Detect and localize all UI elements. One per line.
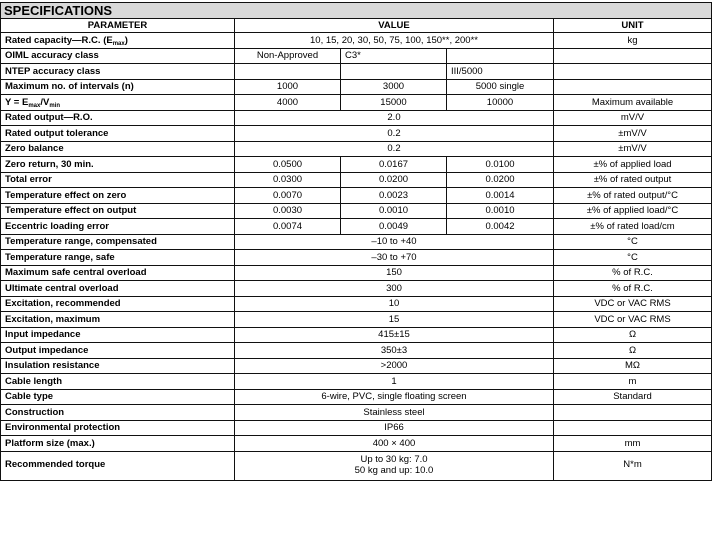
unit-cell: °C — [554, 250, 712, 266]
unit-cell: ±mV/V — [554, 141, 712, 157]
parameter-cell — [1, 79, 235, 95]
table-row — [1, 281, 712, 297]
unit-cell: ±% of rated output/°C — [554, 188, 712, 204]
value-cell — [235, 126, 554, 142]
value-cell — [341, 95, 447, 111]
unit-cell: ±mV/V — [554, 126, 712, 142]
parameter-label: Y = E — [5, 96, 29, 108]
value-text: 0.0070 — [272, 189, 303, 201]
value-cell — [235, 296, 554, 312]
value-cell — [235, 420, 554, 436]
parameter-label: Temperature range, safe — [5, 251, 115, 263]
value-text: 4000 — [276, 96, 299, 108]
parameter-cell — [1, 327, 235, 343]
value-cell — [235, 343, 554, 359]
value-cell — [447, 172, 554, 188]
value-cell — [235, 172, 341, 188]
table-row — [1, 95, 712, 111]
value-text: 0.0010 — [378, 205, 409, 216]
unit-cell: VDC or VAC RMS — [554, 312, 712, 328]
parameter-subscript: max — [28, 102, 41, 109]
table-row — [1, 389, 712, 405]
parameter-cell — [1, 203, 235, 219]
value-text: 3000 — [382, 81, 405, 92]
parameter-label: Recommended torque — [5, 459, 106, 471]
value-text: 150 — [386, 267, 402, 278]
value-cell — [447, 64, 554, 80]
unit-cell: MΩ — [554, 358, 712, 374]
value-cell — [235, 405, 554, 421]
unit-cell: mV/V — [554, 110, 712, 126]
value-cell — [341, 157, 447, 173]
table-title: SPECIFICATIONS — [1, 3, 712, 19]
parameter-subscript: min — [49, 102, 60, 109]
table-row — [1, 157, 712, 173]
value-cell — [235, 79, 341, 95]
value-cell — [235, 312, 554, 328]
value-text: 0.2 — [387, 127, 401, 139]
parameter-label: Output impedance — [5, 344, 89, 356]
value-cell — [235, 110, 554, 126]
value-cell — [235, 188, 341, 204]
value-text: IP66 — [384, 422, 404, 433]
parameter-cell — [1, 389, 235, 405]
value-text: –10 to +40 — [371, 236, 417, 247]
parameter-label: Maximum no. of intervals (n) — [5, 81, 134, 92]
value-cell — [235, 234, 554, 250]
value-cell — [341, 188, 447, 204]
value-text: 5000 single — [475, 81, 525, 92]
table-row — [1, 172, 712, 188]
value-text: 0.0200 — [378, 174, 409, 185]
table-row — [1, 203, 712, 219]
value-text: 10000 — [486, 96, 514, 108]
parameter-cell — [1, 188, 235, 204]
value-cell — [341, 219, 447, 235]
value-cell — [235, 219, 341, 235]
value-cell — [447, 157, 554, 173]
value-text: 0.2 — [387, 143, 401, 154]
parameter-label: Total error — [5, 174, 52, 185]
value-cell — [235, 358, 554, 374]
parameter-cell — [1, 265, 235, 281]
table-row — [1, 110, 712, 126]
value-cell — [447, 95, 554, 111]
parameter-label: Temperature effect on output — [5, 205, 137, 216]
parameter-cell — [1, 420, 235, 436]
value-cell — [235, 389, 554, 405]
value-cell — [341, 172, 447, 188]
value-text: 10, 15, 20, 30, 50, 75, 100, 150**, 200** — [310, 34, 478, 46]
value-text: 6-wire, PVC, single floating screen — [321, 391, 467, 402]
unit-cell: ±% of applied load/°C — [554, 203, 712, 219]
value-cell — [235, 374, 554, 390]
parameter-cell — [1, 234, 235, 250]
table-row — [1, 48, 712, 64]
value-cell — [235, 157, 341, 173]
table-row — [1, 33, 712, 49]
table-row — [1, 234, 712, 250]
value-cell — [447, 203, 554, 219]
parameter-cell — [1, 110, 235, 126]
value-text: 0.0100 — [485, 158, 515, 170]
table-row — [1, 79, 712, 95]
table-header-row — [1, 19, 712, 33]
parameter-label: Construction — [5, 406, 65, 418]
unit-cell — [554, 79, 712, 95]
parameter-label: Platform size (max.) — [5, 437, 95, 449]
value-text: 0.0500 — [272, 158, 303, 170]
parameter-cell — [1, 358, 235, 374]
value-text: 0.0200 — [485, 174, 515, 185]
parameter-label: Rated capacity—R.C. (E — [5, 34, 113, 46]
parameter-label: Ultimate central overload — [5, 282, 119, 294]
parameter-cell — [1, 451, 235, 480]
parameter-cell — [1, 64, 235, 80]
value-text: III/5000 — [451, 65, 483, 77]
header-value: VALUE — [235, 19, 554, 33]
value-text: 0.0023 — [378, 189, 409, 201]
value-cell — [235, 451, 554, 480]
parameter-label: Maximum safe central overload — [5, 267, 147, 278]
unit-cell — [554, 48, 712, 64]
parameter-label: Rated output—R.O. — [5, 112, 93, 123]
value-text: 400 × 400 — [372, 437, 416, 449]
unit-cell: kg — [554, 33, 712, 49]
value-text: 415±15 — [378, 329, 410, 340]
unit-cell: mm — [554, 436, 712, 452]
table-row — [1, 420, 712, 436]
value-cell — [235, 327, 554, 343]
parameter-label: Zero return, 30 min. — [5, 158, 94, 170]
value-cell — [341, 203, 447, 219]
table-row — [1, 343, 712, 359]
value-cell — [235, 141, 554, 157]
parameter-label: ) — [124, 34, 128, 46]
value-cell — [235, 95, 341, 111]
value-text: Stainless steel — [363, 406, 425, 418]
parameter-label: Cable type — [5, 391, 54, 402]
value-cell — [235, 281, 554, 297]
value-cell — [235, 203, 341, 219]
parameter-subscript: max — [112, 40, 125, 47]
parameter-cell — [1, 374, 235, 390]
parameter-label: OIML accuracy class — [5, 50, 99, 61]
value-cell — [447, 219, 554, 235]
parameter-cell — [1, 405, 235, 421]
table-row — [1, 451, 712, 480]
unit-cell — [554, 420, 712, 436]
parameter-label: Temperature effect on zero — [5, 189, 127, 201]
table-row — [1, 188, 712, 204]
value-text: 0.0074 — [272, 220, 303, 232]
parameter-cell — [1, 250, 235, 266]
parameter-cell — [1, 95, 235, 111]
table-row — [1, 312, 712, 328]
value-text: 0.0014 — [485, 189, 515, 201]
parameter-cell — [1, 172, 235, 188]
table-row — [1, 358, 712, 374]
value-cell — [235, 250, 554, 266]
value-cell — [447, 79, 554, 95]
value-text: 15000 — [380, 96, 407, 108]
table-row — [1, 436, 712, 452]
parameter-cell — [1, 126, 235, 142]
parameter-label: Rated output tolerance — [5, 127, 109, 139]
value-text: 50 kg and up: 10.0 — [354, 464, 434, 476]
unit-cell: ±% of rated output — [554, 172, 712, 188]
parameter-label: Cable length — [5, 375, 63, 387]
value-cell — [447, 48, 554, 64]
unit-cell: °C — [554, 234, 712, 250]
parameter-cell — [1, 296, 235, 312]
value-cell — [447, 188, 554, 204]
table-row — [1, 265, 712, 281]
value-text: 10 — [388, 298, 400, 309]
parameter-cell — [1, 48, 235, 64]
unit-cell — [554, 405, 712, 421]
value-cell — [235, 33, 554, 49]
parameter-label: NTEP accuracy class — [5, 65, 101, 77]
table-row — [1, 141, 712, 157]
parameter-cell — [1, 312, 235, 328]
table-row — [1, 327, 712, 343]
unit-cell: N*m — [554, 451, 712, 480]
value-text: 1000 — [276, 81, 299, 92]
value-cell — [235, 265, 554, 281]
table-row — [1, 405, 712, 421]
unit-cell: VDC or VAC RMS — [554, 296, 712, 312]
parameter-cell — [1, 343, 235, 359]
value-cell — [341, 48, 447, 64]
parameter-cell — [1, 219, 235, 235]
value-text: 300 — [386, 282, 402, 294]
value-text: 0.0030 — [272, 205, 303, 216]
value-text: 2.0 — [387, 112, 401, 123]
value-text: 0.0167 — [378, 158, 409, 170]
table-row — [1, 296, 712, 312]
parameter-label: Temperature range, compensated — [5, 236, 157, 247]
unit-cell: ±% of rated load/cm — [554, 219, 712, 235]
parameter-label: /V — [40, 96, 50, 108]
unit-cell: Maximum available — [554, 95, 712, 111]
unit-cell: % of R.C. — [554, 265, 712, 281]
specifications-table — [0, 2, 712, 481]
parameter-cell — [1, 141, 235, 157]
value-cell — [341, 64, 447, 80]
value-text: 15 — [388, 313, 400, 325]
parameter-label: Zero balance — [5, 143, 64, 154]
value-text: 0.0042 — [485, 220, 515, 232]
parameter-label: Environmental protection — [5, 422, 121, 433]
table-row — [1, 64, 712, 80]
table-row — [1, 374, 712, 390]
value-text: 0.0010 — [485, 205, 515, 216]
value-text: –30 to +70 — [371, 251, 417, 263]
table-row — [1, 250, 712, 266]
table-body — [1, 33, 712, 481]
unit-cell: ±% of applied load — [554, 157, 712, 173]
unit-cell: Standard — [554, 389, 712, 405]
parameter-cell — [1, 436, 235, 452]
parameter-label: Excitation, maximum — [5, 313, 101, 325]
table-row — [1, 219, 712, 235]
unit-cell: Ω — [554, 343, 712, 359]
value-cell — [235, 64, 341, 80]
value-cell — [341, 79, 447, 95]
unit-cell: Ω — [554, 327, 712, 343]
parameter-cell — [1, 157, 235, 173]
parameter-cell — [1, 33, 235, 49]
header-unit: UNIT — [554, 19, 712, 33]
table-title-row — [1, 3, 712, 19]
value-text: 1 — [391, 375, 397, 387]
value-text: 0.0300 — [272, 174, 303, 185]
value-text: Non-Approved — [256, 50, 319, 61]
unit-cell: m — [554, 374, 712, 390]
parameter-label: Excitation, recommended — [5, 298, 121, 309]
value-text: 350±3 — [380, 344, 408, 356]
parameter-label: Input impedance — [5, 329, 81, 340]
parameter-cell — [1, 281, 235, 297]
value-text: Up to 30 kg: 7.0 — [360, 453, 428, 465]
header-parameter: PARAMETER — [1, 19, 235, 33]
unit-cell — [554, 64, 712, 80]
parameter-label: Insulation resistance — [5, 360, 100, 371]
value-text: C3* — [345, 50, 361, 61]
value-cell — [235, 436, 554, 452]
table-row — [1, 126, 712, 142]
value-text: >2000 — [380, 360, 408, 371]
value-text: 0.0049 — [378, 220, 409, 232]
value-cell — [235, 48, 341, 64]
unit-cell: % of R.C. — [554, 281, 712, 297]
parameter-label: Eccentric loading error — [5, 220, 110, 232]
